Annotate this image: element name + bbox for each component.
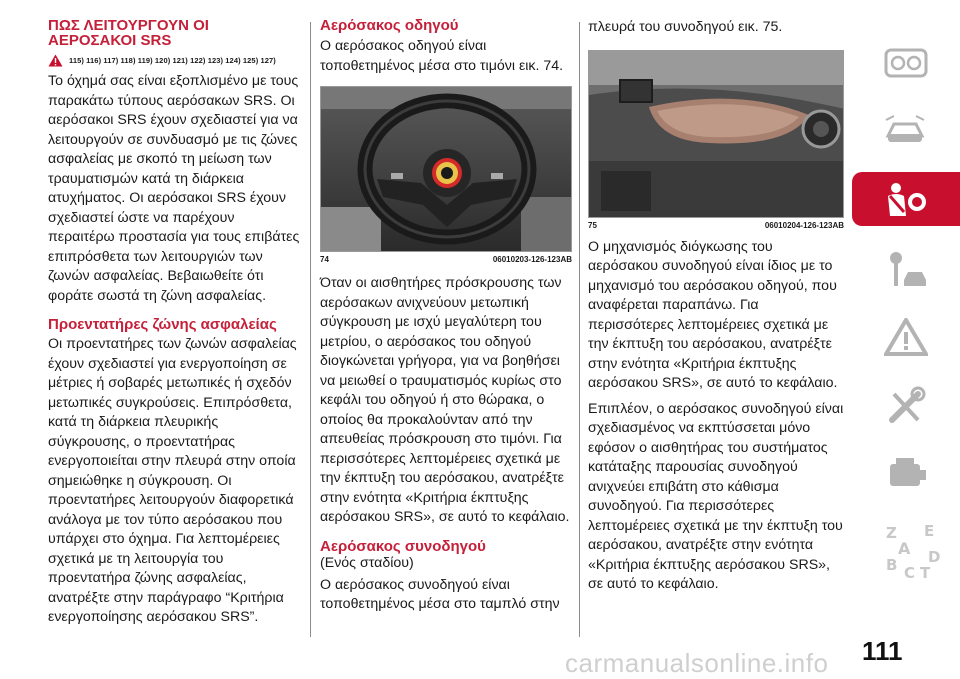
chapter-tabs [852, 36, 960, 648]
figure-number: 75 [588, 220, 597, 230]
passenger-airbag-intro: Ο αερόσακος συνοδηγού είναι τοποθετημένος μέσα στο ταμπλό στην [320, 576, 560, 612]
page-number: 111 [862, 636, 903, 666]
tab-starting[interactable] [852, 240, 960, 294]
pretensioner-heading: Προεντατήρες ζώνης ασφαλείας [48, 316, 277, 333]
tab-lights[interactable] [852, 104, 960, 158]
driver-airbag-heading: Αερόσακος οδηγού [320, 17, 459, 34]
figure-75-caption [588, 221, 844, 230]
driver-airbag-intro: Ο αερόσακος οδηγού είναι τοποθετημένος μέσα στο τιμόνι εικ. 74. [320, 38, 564, 74]
tab-index[interactable] [852, 512, 960, 582]
pretensioner-paragraph: Οι προεντατήρες των ζωνών ασφαλείας έχουν σχεδιαστεί για ενεργοποίηση σε μέτριες ή σοβαρές μετωπικές ή σχεδόν μετωπικές συγκρούσεις. Επιπρόσθετα, κατά τη διάρκεια πλευρικής σύγκρουσης, ο προεντατήρας ενεργοποιείται στην πλευρά στην οποία σημειώθηκε η σύγκρουση. Οι προεντατήρες λειτουργούν διαφορετικά ανάλογα με τον τύπο αερόσακου που υπάρχει στο όχημα. Για λεπτομέρειες σχετικά με τη λειτουργία του προεντατήρα ζώνης ασφαλείας, ανατρέξτε στην παράγραφο “Κριτήρια ενεργοποίησης αερόσακου SRS”. [48, 336, 297, 625]
column-3 [588, 18, 844, 595]
passenger-airbag-continued: πλευρά του συνοδηγού εικ. 75. [588, 19, 783, 35]
watermark: carmanualsonline.info [565, 648, 829, 678]
tab-safety[interactable] [852, 172, 960, 226]
tab-dashboard[interactable] [852, 36, 960, 90]
column-divider [310, 22, 311, 637]
steering-wheel-image [320, 86, 572, 252]
warning-triangle-icon [884, 318, 928, 358]
intro-paragraph: Το όχημά σας είναι εξοπλισμένο με τους παρακάτω τύπους αερόσακων SRS. Οι αερόσακοι SRS έχουν σχεδιαστεί για να λειτουργούν σε συνδυασμό με τις ζώνες ασφαλείας με σκοπό τη μείωση των τραυματισμών κατά τη διάρκεια ατυχήματος. Οι αερόσακοι SRS έχουν σχεδιαστεί ώστε να παρέχουν περαιτέρω προστασία για τους επιβάτες επιπρόσθετα των λειτουργιών των ζωνών ασφαλείας. Βεβαιωθείτε ότι φοράτε σωστά τη ζώνη ασφαλείας. [48, 73, 300, 304]
figure-code: 06010203-126-123AB [492, 255, 572, 264]
svg-text:E: E [924, 522, 935, 540]
tools-icon [884, 386, 928, 426]
column-divider [579, 22, 580, 637]
column-2 [320, 18, 572, 615]
warning-refs-text: 115) 116) 117) 118) 119) 120) 121) 122) 123) 124) 125) 127) [69, 56, 276, 65]
driver-airbag-paragraph: Όταν οι αισθητήρες πρόσκρουσης των αερόσακων ανιχνεύουν μετωπική σύγκρουση με ισχύ μεγαλύτερη του μετρίου, ο αερόσακος του οδηγού διογκώνεται γρήγορα, για να βοηθήσει να μειωθεί ο τραυματισμός κυρίως στο κεφάλι του οδηγού ή στο θώρακα, ο οποίος θα προκαλούνταν από την απευθείας πρόσκρουση στο τιμόνι. Για περισσότερες λεπτομέρειες σχετικά με την έκπτυξη του αερόσακου, ανατρέξτε στην ενότητα «Κριτήρια έκπτυξης αερόσακου SRS», σε αυτό το κεφάλαιο. [320, 275, 570, 525]
svg-text:A: A [898, 539, 911, 558]
passenger-sensor-paragraph: Επιπλέον, ο αερόσακος συνοδηγού είναι σχεδιασμένος να εκπτύσσεται μόνο εφόσον ο αισθητήρας του συστήματος κατάταξης παρουσίας συνοδηγού ανιχνεύει επιβάτη στο κάθισμα συνοδηγού. Για περισσότερες λεπτομέρειες σχετικά με την έκπτυξη του αερόσακου, ανατρέξτε στην ενότητα «Κριτήρια έκπτυξης αερόσακου SRS», σε αυτό το κεφάλαιο. [588, 400, 844, 592]
engine-icon [884, 454, 928, 494]
svg-text:T: T [920, 564, 931, 582]
passenger-airbag-heading: Αερόσακος συνοδηγού [320, 537, 486, 555]
dashboard-image [588, 50, 844, 218]
passenger-airbag-subheading: (Ενός σταδίου) [320, 554, 414, 571]
tab-emergency[interactable] [852, 308, 960, 362]
key-car-icon [884, 250, 928, 290]
figure-74 [320, 86, 572, 264]
car-lights-icon [884, 114, 928, 148]
figure-code: 06010204-126-123AB [764, 220, 844, 230]
warning-triangle-icon [48, 54, 63, 67]
svg-text:Z: Z [886, 524, 897, 542]
figure-75 [588, 50, 844, 230]
tab-maintenance[interactable] [852, 376, 960, 430]
section-title: ΠΩΣ ΛΕΙΤΟΥΡΓΟΥΝ ΟΙ ΑΕΡΟΣΑΚΟΙ SRS [48, 17, 209, 49]
svg-text:D: D [928, 548, 941, 566]
index-letters-icon [884, 522, 944, 582]
svg-text:C: C [904, 564, 916, 582]
figure-number: 74 [320, 255, 329, 264]
tab-technical-data[interactable] [852, 444, 960, 498]
warning-references [48, 54, 300, 67]
seatbelt-airbag-icon [884, 182, 928, 218]
figure-74-caption [320, 255, 572, 264]
passenger-mechanism-paragraph: Ο μηχανισμός διόγκωσης του αερόσακου συνοδηγού είναι ίδιος με το μηχανισμό του αερόσακου οδηγού, που αναφέρεται παραπάνω. Για περισσότερες λεπτομέρειες σχετικά με την έκπτυξη του αερόσακου, ανατρέξτε στην ενότητα «Κριτήρια έκπτυξης αερόσακου SRS», σε αυτό το κεφάλαιο. [588, 238, 838, 391]
svg-text:B: B [886, 556, 898, 574]
column-1 [48, 18, 300, 628]
dashboard-icon [884, 46, 928, 80]
